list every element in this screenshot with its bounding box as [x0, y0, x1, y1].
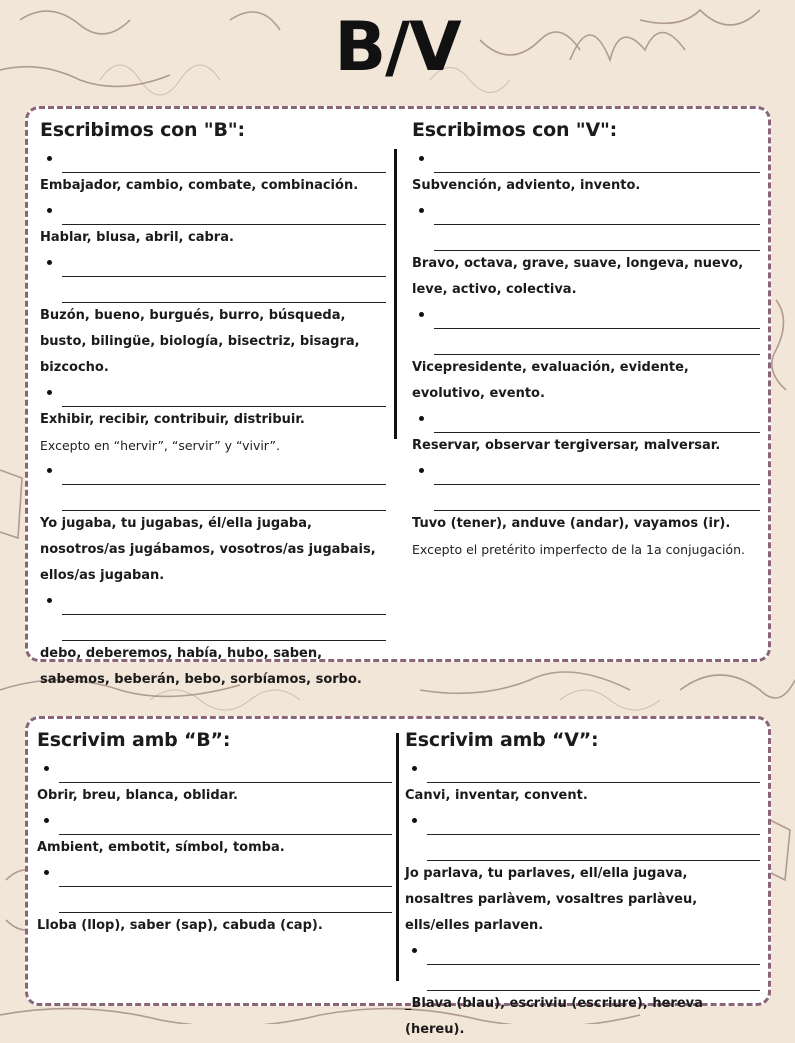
fill-in-bullet[interactable] — [40, 199, 386, 225]
column-divider — [396, 733, 399, 981]
example-text: Yo jugaba, tu jugabas, él/ella jugaba, nosotros/as jugábamos, vosotros/as jugabais, ellos/as jugaban. — [40, 516, 376, 583]
example-text: Exhibir, recibir, contribuir, distribuir. — [40, 412, 305, 427]
fill-in-line[interactable] — [62, 485, 386, 511]
fill-in-line[interactable] — [434, 407, 760, 433]
fill-in-line[interactable] — [59, 757, 392, 783]
fill-in-bullet[interactable] — [40, 381, 386, 407]
fill-in-bullet[interactable] — [412, 303, 760, 355]
example-text: Vicepresidente, evaluación, evidente, evolutivo, evento. — [412, 360, 689, 401]
fill-in-line[interactable] — [434, 303, 760, 329]
catalan-rules-card — [25, 716, 771, 1037]
fill-in-bullet[interactable] — [40, 251, 386, 303]
fill-in-bullet[interactable] — [37, 861, 392, 913]
fill-in-line[interactable] — [62, 251, 386, 277]
fill-in-bullet[interactable] — [37, 809, 392, 835]
fill-in-bullet[interactable] — [405, 939, 760, 991]
fill-in-line[interactable] — [434, 199, 760, 225]
column-divider — [394, 149, 397, 439]
example-text: Ambient, embotit, símbol, tomba. — [37, 840, 285, 855]
fill-in-bullet[interactable] — [40, 459, 386, 511]
example-text: Obrir, breu, blanca, oblidar. — [37, 788, 238, 803]
catalan-v-heading: Escrivim amb “V”: — [405, 729, 599, 751]
fill-in-bullet[interactable] — [405, 809, 760, 861]
spanish-v-heading: Escribimos con "V": — [412, 119, 618, 141]
example-text: Lloba (llop), saber (sap), cabuda (cap). — [37, 918, 323, 933]
fill-in-bullet[interactable] — [412, 459, 760, 511]
example-text: Embajador, cambio, combate, combinación. — [40, 178, 359, 193]
example-text: Buzón, bueno, burgués, burro, búsqueda, busto, bilingüe, biología, bisectriz, bisagra, bizcocho. — [40, 308, 360, 375]
fill-in-line[interactable] — [62, 199, 386, 225]
fill-in-line[interactable] — [434, 485, 760, 511]
fill-in-line[interactable] — [62, 147, 386, 173]
catalan-b-heading: Escrivim amb “B”: — [37, 729, 231, 751]
fill-in-line[interactable] — [62, 459, 386, 485]
example-text: debo, deberemos, había, hubo, saben, sabemos, beberán, bebo, sorbíamos, sorbo. — [40, 646, 362, 687]
example-text: Tuvo (tener), anduve (andar), vayamos (ir). — [412, 516, 731, 531]
fill-in-bullet[interactable] — [405, 757, 760, 783]
example-text: Hablar, blusa, abril, cabra. — [40, 230, 234, 245]
fill-in-line[interactable] — [62, 381, 386, 407]
fill-in-line[interactable] — [434, 459, 760, 485]
example-text: Canvi, inventar, convent. — [405, 788, 588, 803]
spanish-b-heading: Escribimos con "B": — [40, 119, 245, 141]
catalan-v-column — [405, 729, 760, 1043]
fill-in-line[interactable] — [62, 615, 386, 641]
fill-in-line[interactable] — [59, 887, 392, 913]
fill-in-line[interactable] — [427, 809, 760, 835]
catalan-b-column — [37, 729, 392, 939]
fill-in-line[interactable] — [59, 809, 392, 835]
fill-in-line[interactable] — [62, 277, 386, 303]
fill-in-line[interactable] — [434, 225, 760, 251]
fill-in-line[interactable] — [434, 147, 760, 173]
exception-note: Excepto en “hervir”, “servir” y “vivir”. — [40, 438, 280, 453]
fill-in-line[interactable] — [434, 329, 760, 355]
spanish-v-column — [412, 119, 760, 563]
fill-in-line[interactable] — [427, 965, 760, 991]
fill-in-bullet[interactable] — [37, 757, 392, 783]
example-text: Reservar, observar tergiversar, malversar. — [412, 438, 721, 453]
example-text: Bravo, octava, grave, suave, longeva, nuevo, leve, activo, colectiva. — [412, 256, 744, 297]
spanish-b-column — [40, 119, 386, 693]
page-title: B/V — [334, 8, 461, 87]
fill-in-bullet[interactable] — [412, 407, 760, 433]
fill-in-bullet[interactable] — [412, 199, 760, 251]
example-text: _Blava (blau), escriviu (escriure), hereva (hereu). — [405, 996, 703, 1037]
fill-in-bullet[interactable] — [412, 147, 760, 173]
fill-in-bullet[interactable] — [40, 147, 386, 173]
spanish-rules-card — [25, 106, 771, 687]
example-text: Subvención, adviento, invento. — [412, 178, 641, 193]
exception-note: Excepto el pretérito imperfecto de la 1a conjugación. — [412, 542, 745, 557]
fill-in-bullet[interactable] — [40, 589, 386, 641]
fill-in-line[interactable] — [59, 861, 392, 887]
fill-in-line[interactable] — [62, 589, 386, 615]
fill-in-line[interactable] — [427, 835, 760, 861]
fill-in-line[interactable] — [427, 939, 760, 965]
example-text: Jo parlava, tu parlaves, ell/ella jugava, nosaltres parlàvem, vosaltres parlàveu, ells/elles parlaven. — [405, 866, 698, 933]
fill-in-line[interactable] — [427, 757, 760, 783]
